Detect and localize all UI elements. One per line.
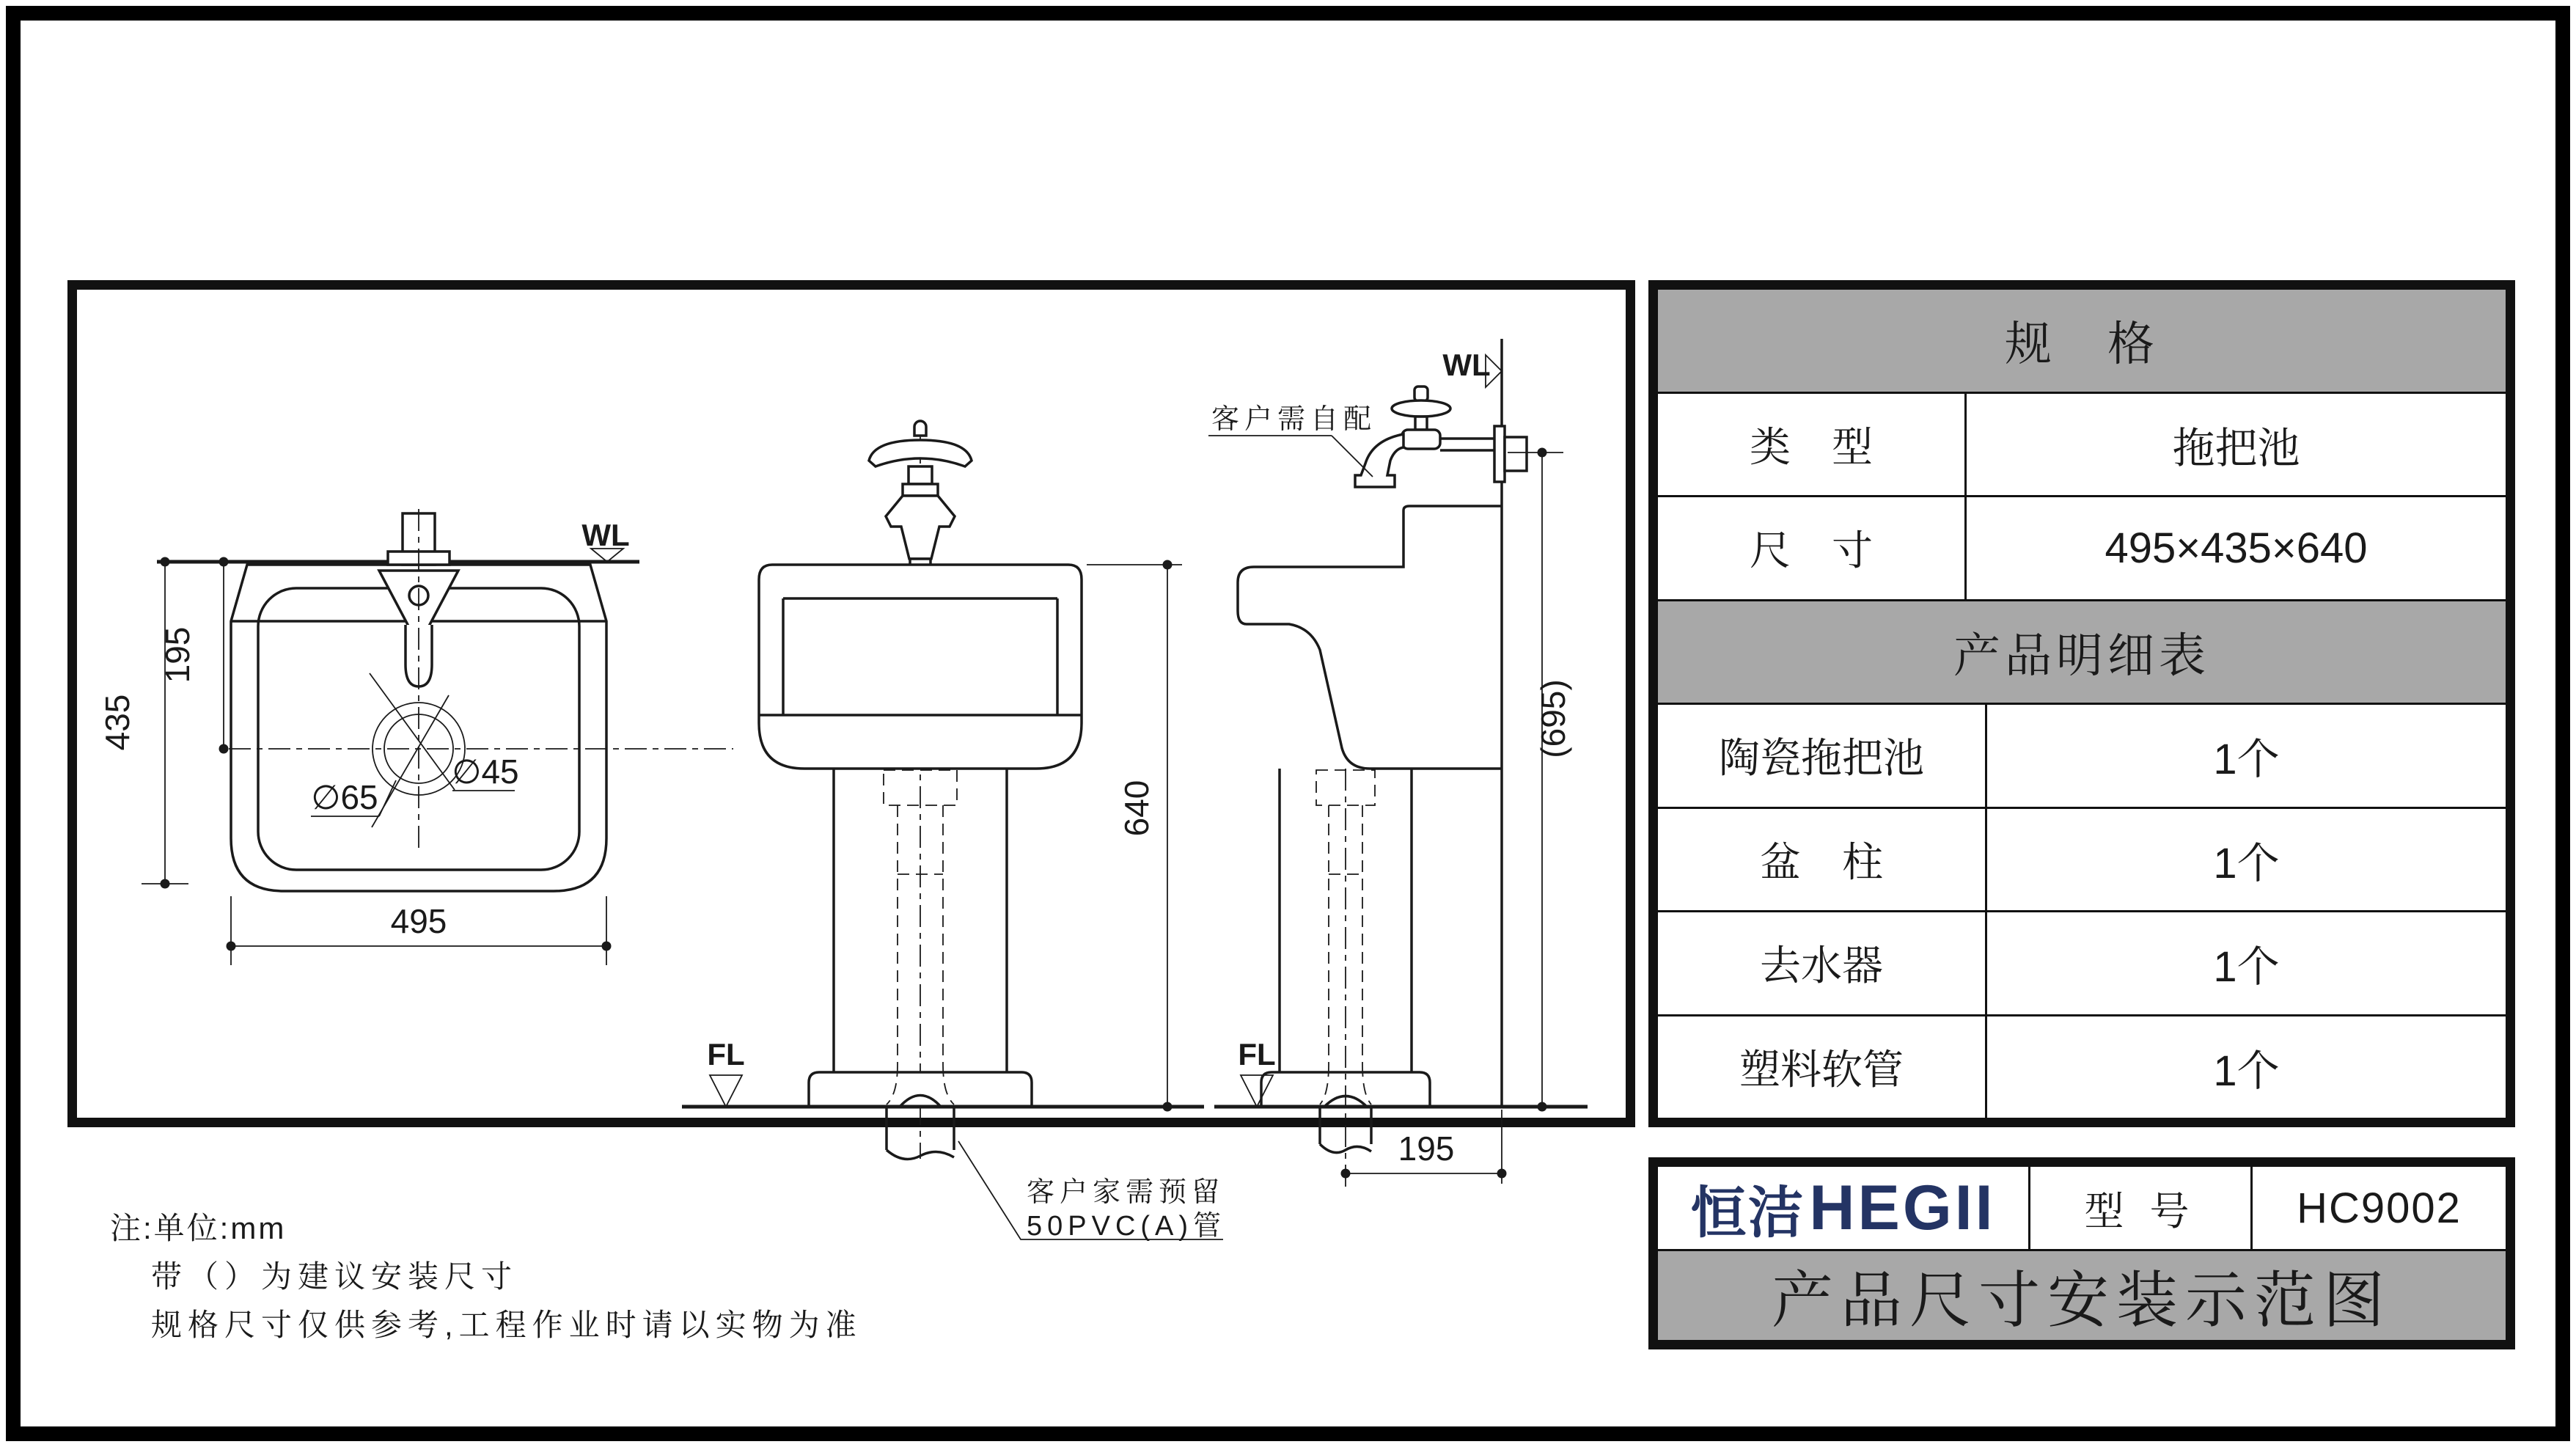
drain-qty: 1个 [2213,943,2280,992]
pvc-note-line1: 客户家需预留 [1027,1177,1225,1208]
dim-640-label: 640 [1118,780,1156,837]
model-label: 型 号 [2028,1167,2253,1249]
spec-header-row [1658,290,2506,392]
drain-label: 去水器 [1658,912,1987,1014]
brand-logo-cn: 恒洁 [1690,1182,1805,1245]
fl-label-side: FL [1238,1037,1276,1071]
bowl-bottom-profile [1247,624,1502,769]
hose-label: 塑料软管 [1658,1016,1987,1118]
dim-195-wall-label: 195 [1398,1129,1455,1168]
note-line-2: 带（）为建议安装尺寸 [151,1259,518,1294]
spec-table [1648,280,2515,1127]
faucet-knob [914,421,926,436]
wl-label-plan: WL [581,518,630,552]
faucet-collar [903,484,938,496]
plan-view [98,509,733,965]
fl-label-front: FL [707,1037,745,1071]
table-row-type [1658,392,2506,496]
dim-435-label: 435 [98,694,136,751]
front-view [682,421,1226,1242]
d65-label: ∅65 [311,778,378,816]
table-row-drain [1658,910,2506,1014]
pedestal-foot [809,1072,1032,1107]
wall-nut [1505,437,1527,471]
faucet-stem [909,466,932,484]
fl-triangle-icon-front [710,1075,742,1107]
d45-label: ∅45 [452,752,519,791]
dim-195-label: 195 [158,626,197,684]
faucet-note-leader [1332,436,1373,477]
table-row-pedestal [1658,807,2506,911]
dim-495-label: 495 [390,902,447,940]
pedestal-label: 盆 柱 [1658,809,1987,911]
notes-block [110,1209,862,1354]
note-line-3: 规格尺寸仅供参考,工程作业时请以实物为准 [151,1308,862,1342]
faucet-stem-side [1415,417,1427,430]
basin-qty: 1个 [2213,736,2280,784]
brand-logo [1658,1167,2028,1249]
table-row-size [1658,495,2506,599]
spec-header: 规 格 [2005,318,2159,371]
size-label: 尺 寸 [1658,497,1967,599]
side-view [1208,339,1588,1188]
faucet-handle-side [1392,400,1450,417]
pedestal-qty: 1个 [2213,839,2280,887]
bowl-top-profile [1238,506,1502,624]
title-block [1648,1157,2515,1349]
table-row-hose [1658,1014,2506,1118]
dim-695-label: (695) [1534,679,1572,758]
note-line-1: 注:单位:mm [110,1211,287,1245]
model-value: HC9002 [2297,1184,2462,1232]
faucet-spout-side [1355,434,1403,487]
faucet-knob-side [1414,387,1428,401]
detail-header-row [1658,599,2506,703]
sheet-title: 产品尺寸安装示范图 [1658,1249,2506,1340]
size-value: 495×435×640 [2105,524,2368,572]
table-row-basin [1658,703,2506,807]
bowl-outline [759,565,1082,769]
hose-qty: 1个 [2213,1047,2280,1095]
faucet-body-side [1402,430,1440,449]
faucet-body [886,496,955,559]
type-label: 类 型 [1658,394,1967,496]
wall-flange [1494,426,1505,482]
type-value: 拖把池 [2172,424,2300,472]
basin-label: 陶瓷拖把池 [1658,705,1987,807]
brand-logo-en: HEGII [1809,1172,1996,1243]
detail-header: 产品明细表 [1953,629,2210,682]
faucet-note-label: 客户需自配 [1211,404,1377,435]
title-block-top [1658,1167,2506,1249]
pvc-note-line2: 50PVC(A)管 [1027,1211,1227,1242]
wl-label-side: WL [1442,348,1491,382]
